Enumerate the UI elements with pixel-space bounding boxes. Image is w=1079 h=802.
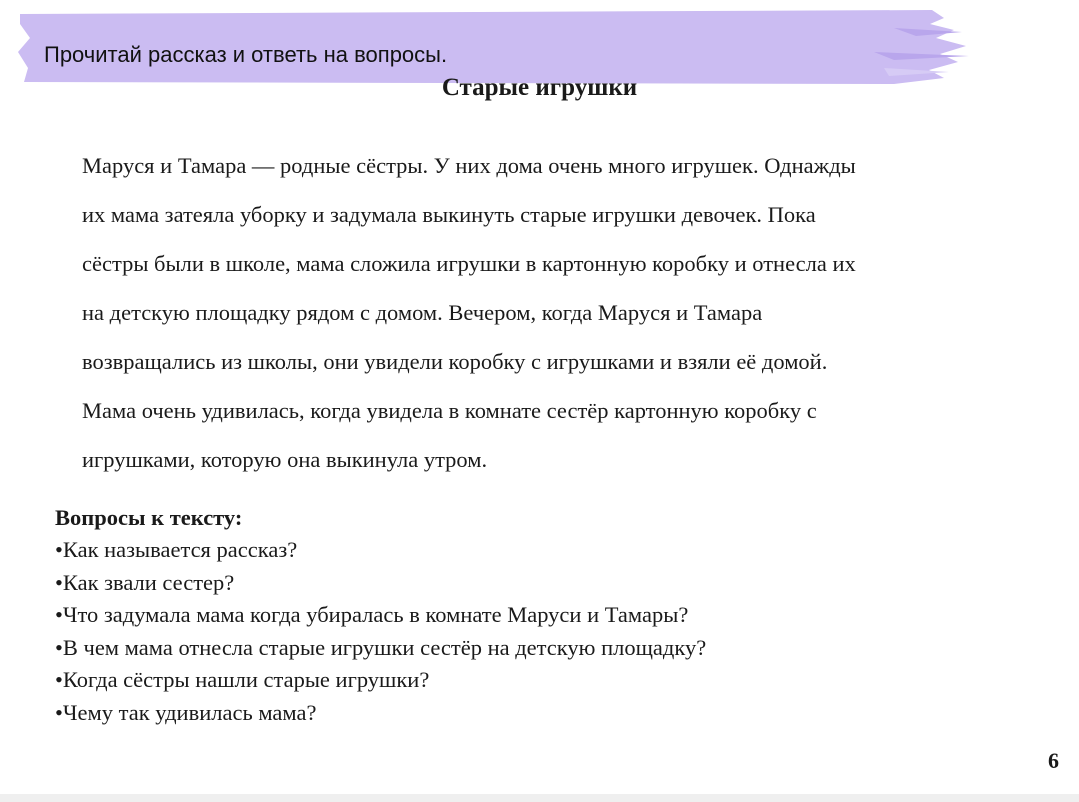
- instruction-text: Прочитай рассказ и ответь на вопросы.: [44, 42, 448, 67]
- question-item: •В чем мама отнесла старые игрушки сестёр на детскую площадку?: [55, 634, 707, 660]
- questions-heading: Вопросы к тексту:: [55, 505, 243, 530]
- question-item: •Как называется рассказ?: [55, 537, 298, 562]
- story-line: Маруся и Тамара — родные сёстры. У них дома очень много игрушек. Однажды: [82, 153, 856, 178]
- story-title: Старые игрушки: [441, 74, 638, 101]
- story-line: возвращались из школы, они увидели коробку с игрушками и взяли её домой.: [82, 349, 828, 374]
- page-number: 6: [1048, 748, 1059, 773]
- question-item: •Чему так удивилась мама?: [55, 699, 317, 725]
- questions-section: [55, 502, 1035, 729]
- story-line: игрушками, которую она выкинула утром.: [82, 447, 488, 472]
- story-line: их мама затеяла уборку и задумала выкинуть старые игрушки девочек. Пока: [82, 202, 816, 227]
- question-item: •Что задумала мама когда убиралась в комнате Маруси и Тамары?: [55, 602, 689, 627]
- story-body: [82, 144, 1042, 487]
- footer-strip: [0, 794, 1079, 802]
- question-item: •Когда сёстры нашли старые игрушки?: [55, 667, 430, 692]
- question-item: •Как звали сестер?: [55, 569, 235, 595]
- story-line: Мама очень удивилась, когда увидела в комнате сестёр картонную коробку с: [82, 398, 817, 423]
- story-line: на детскую площадку рядом с домом. Вечером, когда Маруся и Тамара: [82, 300, 763, 325]
- story-line: сёстры были в школе, мама сложила игрушки в картонную коробку и отнесла их: [82, 251, 856, 276]
